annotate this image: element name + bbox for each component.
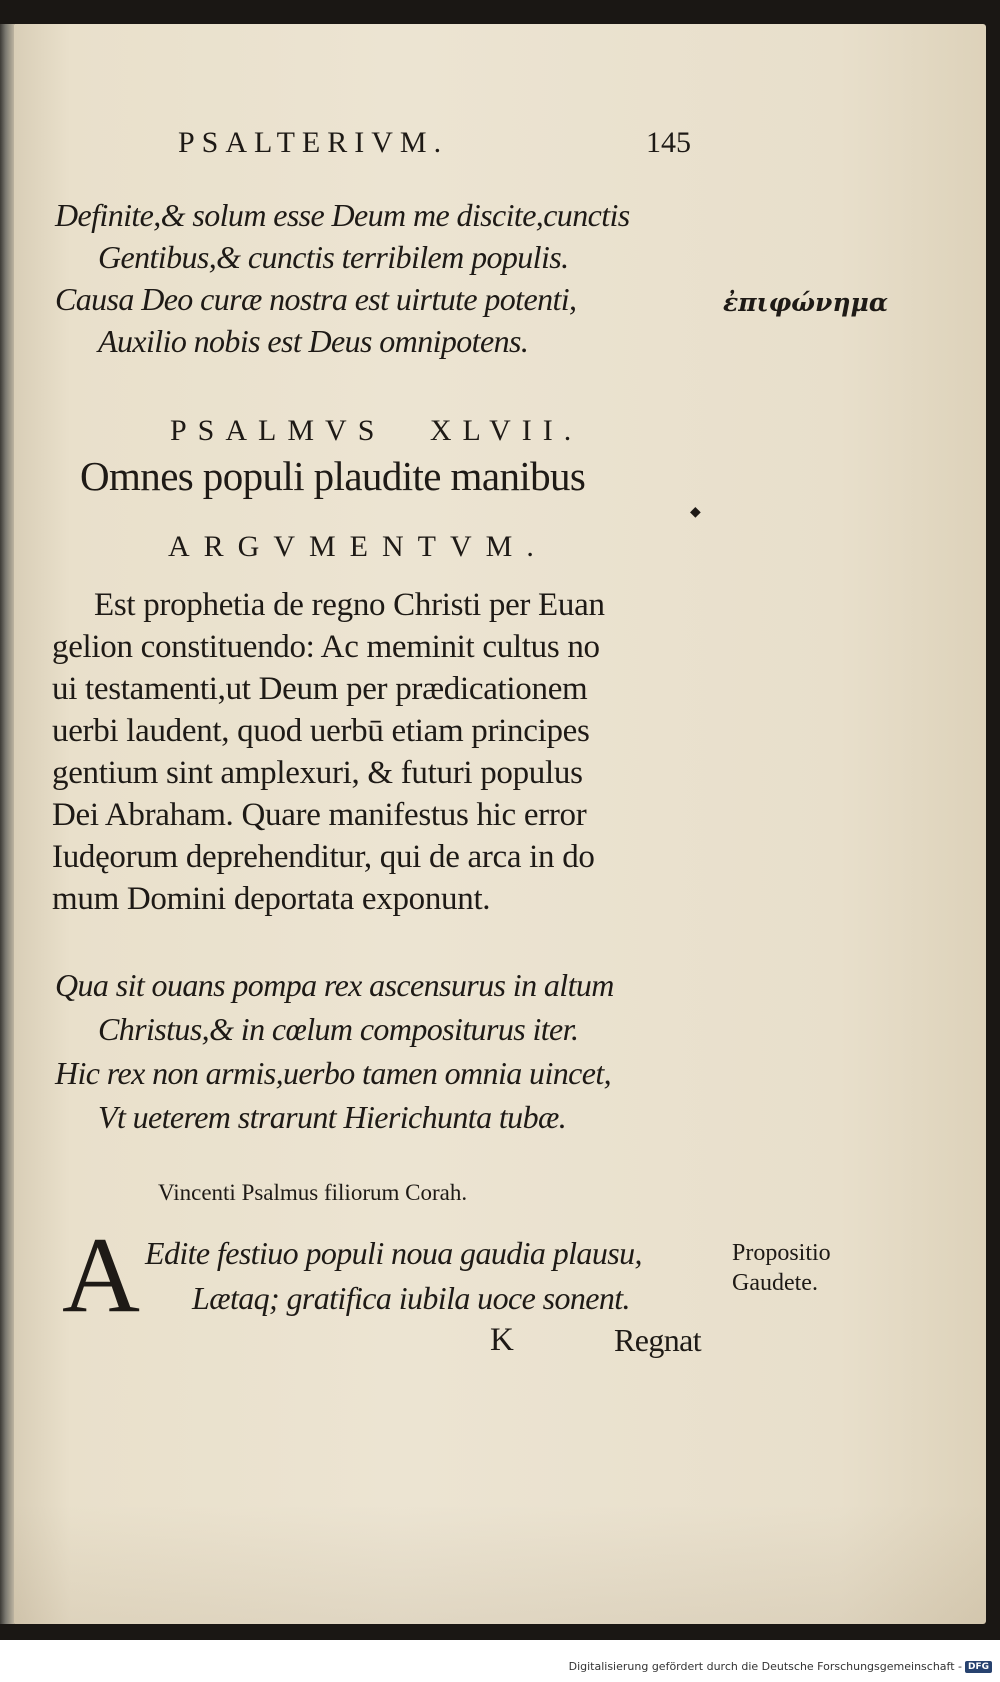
running-title: PSALTERIVM. xyxy=(178,126,449,159)
argument-line: ui testamenti,ut Deum per prædicationem xyxy=(52,671,588,707)
verse-line: Causa Deo curæ nostra est uirtute potenti, xyxy=(55,281,577,317)
drop-cap: A xyxy=(62,1216,140,1335)
verse-line: Gentibus,& cunctis terribilem populis. xyxy=(98,239,569,275)
psalm-incipit: Omnes populi plaudite manibus xyxy=(80,453,586,499)
ornament-mark: ◆ xyxy=(690,504,701,520)
digitization-footer xyxy=(569,1660,992,1673)
argument-heading: ARGVMENTVM. xyxy=(168,530,548,563)
page-number: 145 xyxy=(646,126,691,159)
verse-line: Auxilio nobis est Deus omnipotens. xyxy=(98,323,529,359)
signature-mark: K xyxy=(490,1322,514,1358)
catchword: Regnat xyxy=(614,1322,702,1358)
margin-greek-note: ἐπιφώνημα xyxy=(723,288,889,317)
verse-line: Edite festiuo populi noua gaudia plausu, xyxy=(145,1235,642,1271)
verse-line: Hic rex non armis,uerbo tamen omnia uincet, xyxy=(55,1055,612,1091)
psalm-title: PSALMVS XLVII. xyxy=(170,414,583,447)
page-edge xyxy=(0,24,14,1624)
dfg-logo: DFG xyxy=(965,1661,992,1673)
verse-line: Definite,& solum esse Deum me discite,cunctis xyxy=(55,197,630,233)
footer-text: Digitalisierung gefördert durch die Deutsche Forschungsgemeinschaft - xyxy=(568,1660,962,1673)
argument-line: Dei Abraham. Quare manifestus hic error xyxy=(52,797,587,833)
psalm-attribution: Vincenti Psalmus filiorum Corah. xyxy=(158,1180,468,1205)
argument-line: mum Domini deportata exponunt. xyxy=(52,881,491,917)
verse-line: Qua sit ouans pompa rex ascensurus in altum xyxy=(55,967,614,1003)
argument-line: gelion constituendo: Ac meminit cultus no xyxy=(52,629,600,665)
margin-note-line: Propositio xyxy=(732,1240,831,1266)
argument-line: uerbi laudent, quod uerbū etiam principes xyxy=(52,713,590,749)
margin-note-line: Gaudete. xyxy=(732,1270,818,1296)
argument-line: Est prophetia de regno Christi per Euan xyxy=(94,587,605,623)
verse-line: Christus,& in cœlum compositurus iter. xyxy=(98,1011,579,1047)
verse-line: Lætaq; gratifica iubila uoce sonent. xyxy=(192,1280,630,1316)
argument-line: gentium sint amplexuri, & futuri populus xyxy=(52,755,583,791)
argument-line: Iudęorum deprehenditur, qui de arca in do xyxy=(52,839,595,875)
verse-line: Vt ueterem strarunt Hierichunta tubæ. xyxy=(98,1099,567,1135)
